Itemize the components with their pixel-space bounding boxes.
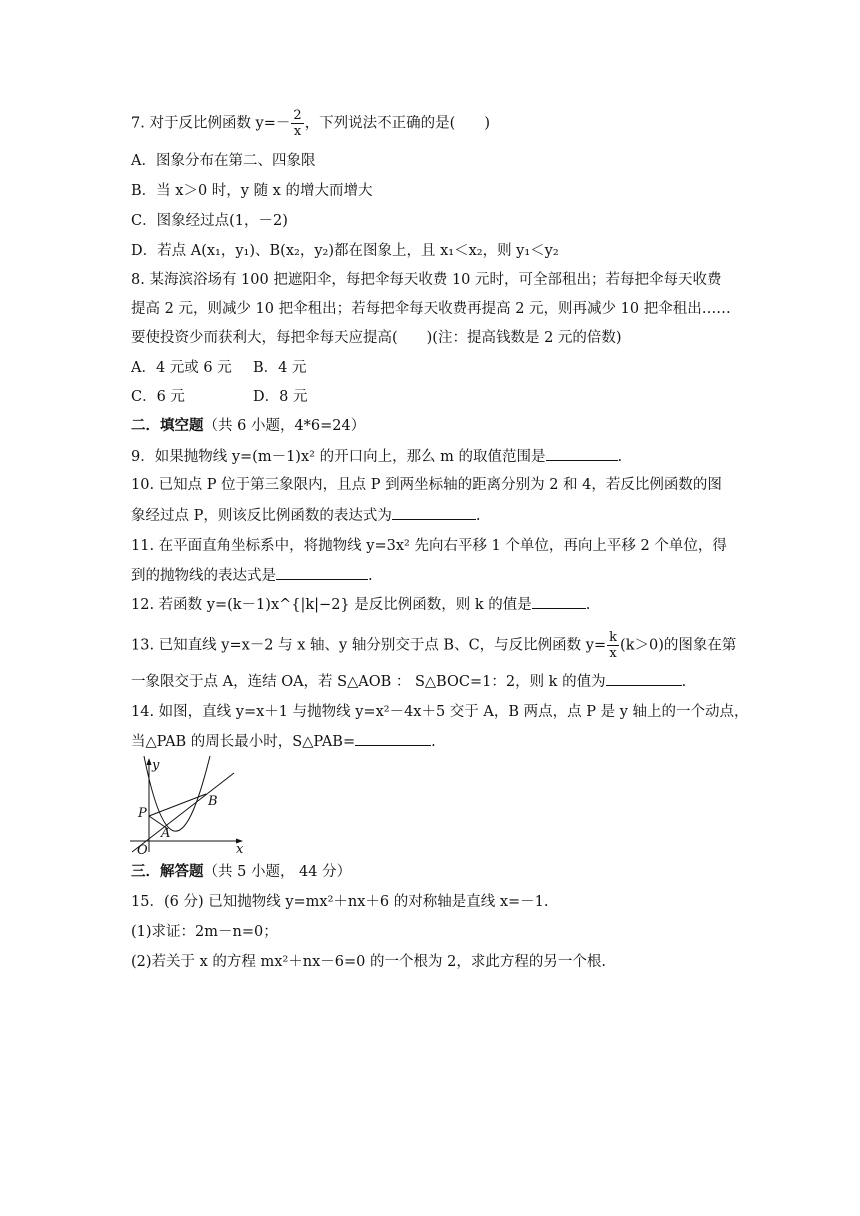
q8-option-b: B．4 元 [253, 360, 307, 376]
q8-options-ab [131, 358, 307, 378]
q10-line1: 10. 已知点 P 位于第三象限内，且点 P 到两坐标轴的距离分别为 2 和 4，若反比例函数的图 [131, 477, 722, 493]
label-a: A [161, 826, 171, 841]
label-x: x [236, 842, 244, 856]
q15-part1: (1)求证：2m－n=0； [131, 924, 278, 940]
y-axis-arrow [147, 758, 152, 765]
q8-line1: 8. 某海滨浴场有 100 把遮阳伞，每把伞每天收费 10 元时，可全部租出；若每把伞每天收费 [131, 272, 722, 288]
answer-blank [392, 505, 476, 520]
q14-figure [126, 756, 246, 856]
answer-blank [546, 446, 618, 461]
q13-line1: 13. 已知直线 y=x－2 与 x 轴、y 轴分别交于点 B、C，与反比例函数 y= $\frac{k}{x}$ (k＞0)的图象在第 [131, 630, 737, 661]
q7-option-c: C．图象经过点(1，－2) [131, 213, 288, 229]
line-graph [132, 773, 234, 852]
segment-pb [149, 794, 206, 816]
fraction: $\frac{2}{x}$ [293, 108, 302, 139]
q13-line2: 一象限交于点 A，连结 OA，若 S△AOB ： S△BOC=1：2，则 k 的值为 . [131, 671, 686, 692]
label-p: P [138, 806, 147, 821]
q7-stem: 7. 对于反比例函数 y=－ $\frac{2}{x}$ ，下列说法不正确的是( ) [131, 108, 491, 139]
q8-options-cd [131, 387, 307, 407]
q7-option-b: B．当 x＞0 时，y 随 x 的增大而增大 [131, 183, 373, 199]
q11-line2: 到的抛物线的表达式是 . [131, 565, 373, 586]
q11-line1: 11. 在平面直角坐标系中，将抛物线 y=3x² 先向右平移 1 个单位，再向上平移 2 个单位，得 [131, 538, 727, 554]
q7-option-a: A．图象分布在第二、四象限 [131, 153, 316, 169]
q9: 9．如果抛物线 y=(m－1)x² 的开口向上，那么 m 的取值范围是 . [131, 446, 622, 467]
q14-line2: 当△PAB 的周长最小时，S△PAB= . [131, 731, 436, 752]
answer-blank [532, 594, 586, 609]
label-b: B [208, 794, 218, 809]
q8-option-c: C．6 元 [131, 389, 185, 405]
q8-option-d: D．8 元 [253, 389, 308, 405]
label-o: O [137, 843, 148, 856]
answer-blank [276, 565, 368, 580]
section-2-heading: 二．填空题（共 6 小题，4*6=24） [131, 417, 366, 434]
fraction: $\frac{k}{x}$ [609, 630, 618, 661]
q15-part2: (2)若关于 x 的方程 mx²＋nx－6=0 的一个根为 2，求此方程的另一个根. [131, 954, 606, 970]
q12: 12. 若函数 y=(k－1)x^{|k|−2} 是反比例函数，则 k 的值是 . [131, 594, 590, 615]
answer-blank [355, 731, 431, 746]
q8-option-a: A．4 元或 6 元 [131, 360, 232, 376]
q8-line3: 要使投资少而获利大，每把伞每天应提高( )(注：提高钱数是 2 元的倍数) [131, 330, 622, 346]
q8-line2: 提高 2 元，则减少 10 把伞租出；若每把伞每天收费再提高 2 元，则再减少 10 把伞租出…… [131, 301, 731, 317]
section-3-heading: 三．解答题（共 5 小题， 44 分） [131, 863, 352, 880]
q14-line1: 14. 如图，直线 y=x＋1 与抛物线 y=x²－4x＋5 交于 A，B 两点，点 P 是 y 轴上的一个动点， [131, 704, 749, 720]
q10-line2: 象经过点 P，则该反比例函数的表达式为 . [131, 505, 480, 526]
q7-option-d: D．若点 A(x₁，y₁)、B(x₂，y₂)都在图象上，且 x₁＜x₂，则 y₁＜y₂ [131, 243, 559, 259]
label-y: y [152, 758, 160, 773]
answer-blank [606, 671, 682, 686]
q15-stem: 15．(6 分) 已知抛物线 y=mx²＋nx＋6 的对称轴是直线 x=－1. [131, 894, 549, 910]
